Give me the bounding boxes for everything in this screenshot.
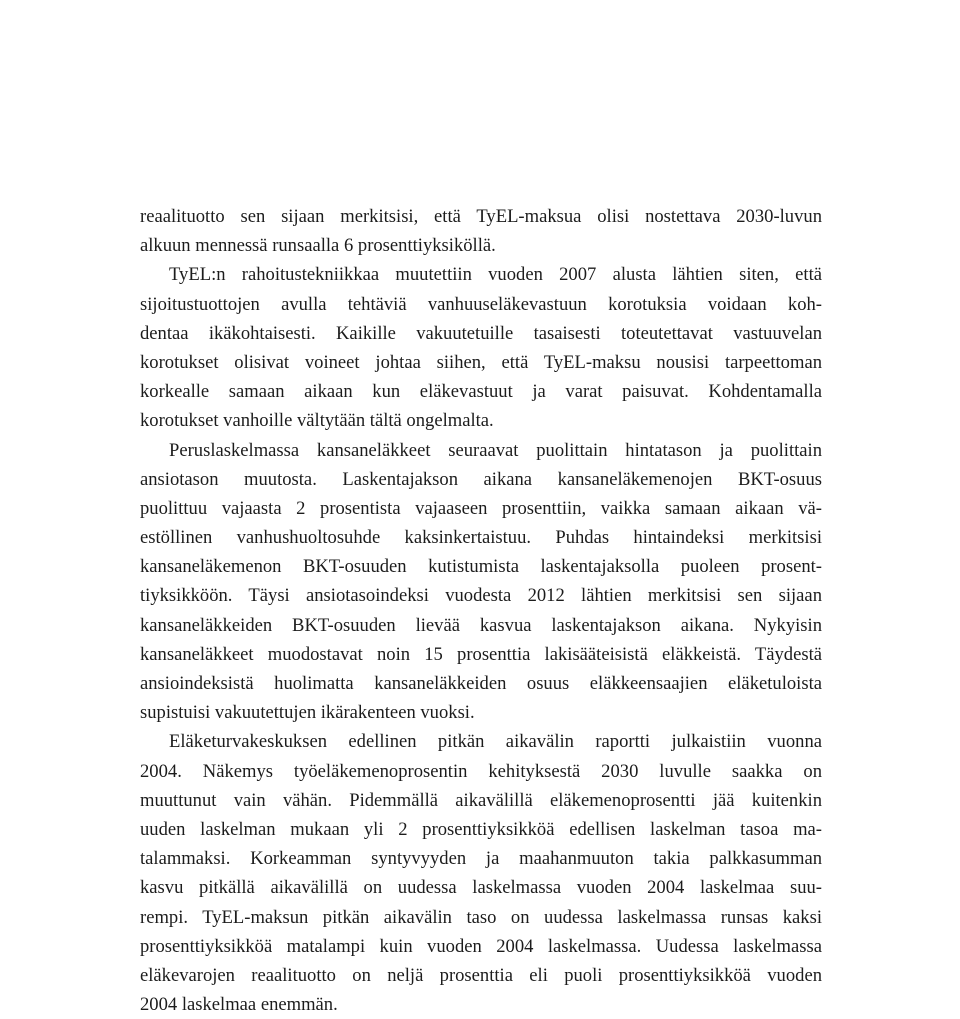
paragraph — [140, 727, 822, 1019]
text-line: sijoitustuottojen avulla tehtäviä vanhuuseläkevastuun korotuksia voidaan koh- — [140, 293, 822, 315]
text-line: korotukset vanhoille vältytään tältä ongelmalta. — [140, 410, 494, 432]
text-line: uuden laskelman mukaan yli 2 prosenttiyksikköä edellisen laskelman tasoa ma- — [140, 818, 822, 840]
text-line: muuttunut vain vähän. Pidemmällä aikavälillä eläkemenoprosentti jää kuitenkin — [140, 789, 822, 811]
text-line: eläkevarojen reaalituotto on neljä prosenttia eli puoli prosenttiyksikköä vuoden — [140, 964, 822, 986]
text-line: prosenttiyksikköä matalampi kuin vuoden 2004 laskelmassa. Uudessa laskelmassa — [140, 935, 822, 957]
text-line: kansaneläkkeet muodostavat noin 15 prosenttia lakisääteisistä eläkkeistä. Täydestä — [140, 643, 822, 665]
text-line: kansaneläkkeiden BKT-osuuden lievää kasvua laskentajakson aikana. Nykyisin — [140, 614, 822, 636]
text-line: reaalituotto sen sijaan merkitsisi, että TyEL-maksua olisi nostettava 2030-luvun — [140, 206, 822, 227]
text-line: Eläketurvakeskuksen edellinen pitkän aikavälin raportti julkaistiin vuonna — [169, 731, 822, 753]
text-line: TyEL:n rahoitustekniikkaa muutettiin vuoden 2007 alusta lähtien siten, että — [169, 264, 822, 286]
body-text — [140, 202, 822, 1019]
text-line: estöllinen vanhushuoltosuhde kaksinkertaistuu. Puhdas hintaindeksi merkitsisi — [140, 527, 822, 549]
text-line: supistuisi vakuutettujen ikärakenteen vuoksi. — [140, 702, 475, 724]
text-line: talammaksi. Korkeamman syntyvyyden ja maahanmuuton takia palkkasumman — [140, 848, 822, 870]
paragraph — [140, 260, 822, 435]
text-line: kasvu pitkällä aikavälillä on uudessa laskelmassa vuoden 2004 laskelmaa suu- — [140, 877, 822, 899]
text-line: 2004. Näkemys työeläkemenoprosentin kehityksestä 2030 luvulle saakka on — [140, 760, 822, 782]
paragraph — [140, 436, 822, 728]
text-line: tiyksikköön. Täysi ansiotasoindeksi vuodesta 2012 lähtien merkitsisi sen sijaan — [140, 585, 822, 607]
text-line: Peruslaskelmassa kansaneläkkeet seuraavat puolittain hintatason ja puolittain — [169, 439, 822, 461]
text-line: korkealle samaan aikaan kun eläkevastuut ja varat paisuvat. Kohdentamalla — [140, 381, 822, 403]
text-line: ansiotason muutosta. Laskentajakson aikana kansaneläkemenojen BKT-osuus — [140, 468, 822, 490]
paragraph — [140, 202, 822, 260]
text-line: ansioindeksistä huolimatta kansaneläkkeiden osuus eläkkeensaajien eläketuloista — [140, 673, 822, 694]
text-line: 2004 laskelmaa enemmän. — [140, 994, 338, 1016]
text-line: rempi. TyEL-maksun pitkän aikavälin taso on uudessa laskelmassa runsas kaksi — [140, 906, 822, 928]
text-line: puolittuu vajaasta 2 prosentista vajaaseen prosenttiin, vaikka samaan aikaan vä- — [140, 497, 822, 519]
text-line: korotukset olisivat voineet johtaa siihen, että TyEL-maksu nousisi tarpeettoman — [140, 351, 822, 373]
text-line: alkuun mennessä runsaalla 6 prosenttiyksiköllä. — [140, 235, 496, 257]
text-line: kansaneläkemenon BKT-osuuden kutistumista laskentajaksolla puoleen prosent- — [140, 556, 822, 578]
text-line: dentaa ikäkohtaisesti. Kaikille vakuutetuille tasaisesti toteutettavat vastuuvelan — [140, 322, 822, 344]
